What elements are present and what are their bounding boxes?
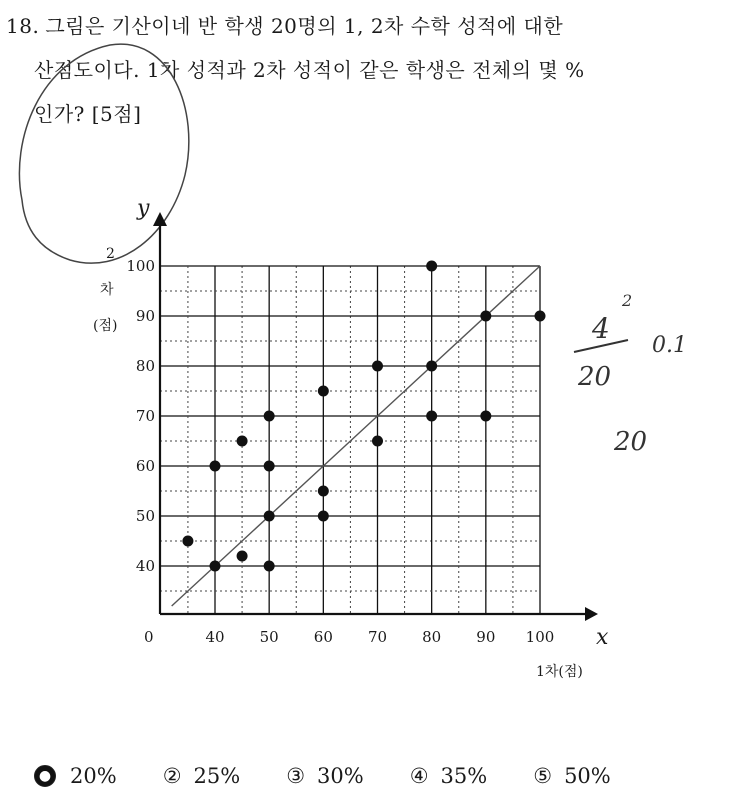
data-point-18 [480,411,491,422]
y-tick-70: 70 [135,407,155,425]
x-tick-40: 40 [205,628,225,646]
choice-1-marker: ● [34,765,56,787]
y-tick-50: 50 [135,507,155,525]
x-tick-70: 70 [367,628,388,646]
choice-2-label: 25% [193,764,241,788]
y-tick-60: 60 [135,457,155,475]
question-line-2: 산점도이다. 1차 성적과 2차 성적이 같은 학생은 전체의 몇 % [34,58,585,82]
y-axis-unit-line-2: 차 [100,282,114,298]
handwritten-superscript: 2 [622,291,633,310]
choice-5-label: 50% [564,764,611,788]
data-point-15 [426,411,437,422]
choice-4[interactable] [410,764,488,788]
handwritten-denominator: 20 [578,362,612,392]
y-tick-80: 80 [135,357,155,375]
data-point-8 [264,461,275,472]
data-point-7 [264,511,275,522]
data-point-3 [210,461,221,472]
choice-5[interactable] [533,764,611,788]
answer-choices [34,764,724,788]
data-point-17 [426,261,437,272]
question-number: 18. [6,14,40,38]
data-point-1 [182,536,193,547]
x-axis-letter: x [596,625,609,650]
data-point-14 [372,361,383,372]
choice-3-label: 30% [317,764,364,788]
question-line-3: 인가? [5점] [34,102,142,126]
data-point-4 [237,551,248,562]
handwritten-side-mark: 0.1 [652,333,687,358]
x-tick-90: 90 [476,628,496,646]
data-point-2 [210,561,221,572]
x-tick-80: 80 [422,628,442,646]
data-point-11 [318,486,329,497]
data-point-9 [264,411,275,422]
handwritten-notes [574,291,687,457]
y-tick-90: 90 [135,307,155,325]
x-tick-50: 50 [259,628,279,646]
x-tick-100: 100 [525,628,555,646]
y-axis-unit-line-3: (점) [93,318,118,334]
choice-5-marker: ⑤ [533,764,553,788]
data-point-6 [264,561,275,572]
choice-3-marker: ③ [286,764,306,788]
question-line-1: 18. 그림은 기산이네 반 학생 20명의 1, 2차 수학 성적에 대한 [6,14,564,38]
data-point-10 [318,511,329,522]
y-axis-unit-line-1: 2 [106,246,115,262]
data-point-16 [426,361,437,372]
choice-3[interactable] [286,764,364,788]
data-point-19 [480,311,491,322]
choice-1[interactable] [34,764,117,788]
x-axis-unit-label: 1차(점) [536,664,583,680]
handwritten-circle [19,44,188,263]
y-axis-letter: y [137,196,150,221]
choice-2-marker: ② [162,764,182,788]
data-point-13 [372,436,383,447]
data-point-12 [318,386,329,397]
choice-1-label: 20% [70,764,117,788]
y-tick-40: 40 [135,557,155,575]
choice-4-label: 35% [440,764,488,788]
x-axis-arrow [585,607,598,621]
handwritten-numerator: 4 [592,312,610,345]
choice-4-marker: ④ [409,764,429,788]
data-point-20 [535,311,546,322]
choice-2[interactable] [163,764,241,788]
handwritten-below-mark: 20 [614,427,648,457]
y-tick-100: 100 [126,257,155,275]
origin-label: 0 [144,628,154,646]
data-point-5 [237,436,248,447]
x-tick-60: 60 [313,628,333,646]
